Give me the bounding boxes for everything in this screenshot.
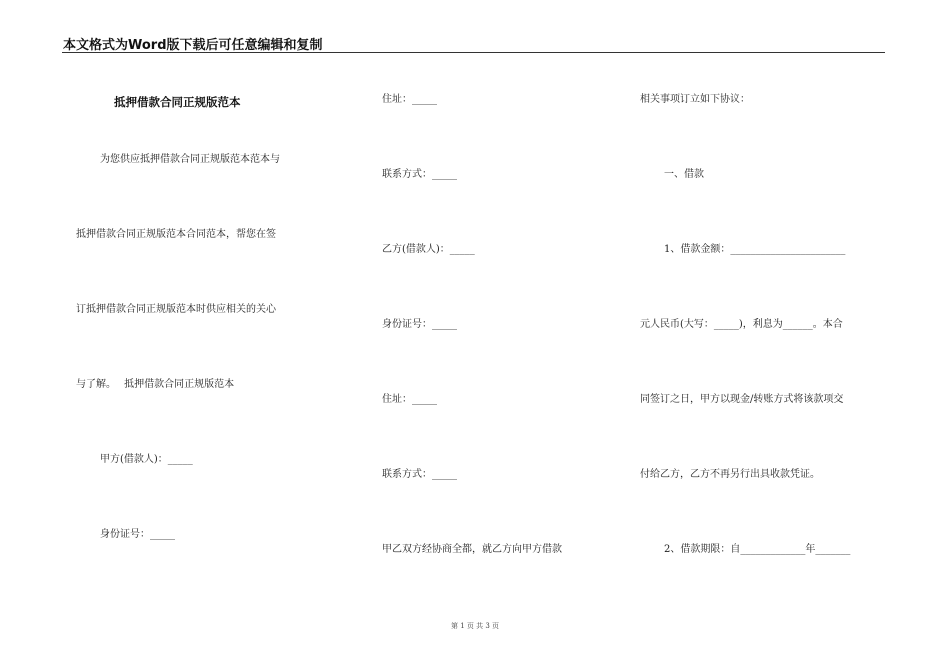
paragraph-line: 元人民币(大写：_____)，利息为______。本合 <box>640 319 843 330</box>
party-b-address-line: 住址：_____ <box>382 394 437 405</box>
party-a-borrower-line: 甲方(借款人)：_____ <box>100 454 193 465</box>
party-a-contact-line: 联系方式：_____ <box>382 169 457 180</box>
document-header: 本文格式为Word版下载后可任意编辑和复制 <box>63 38 323 53</box>
paragraph-line: 抵押借款合同正规版范本合同范本，帮您在签 <box>76 229 276 240</box>
paragraph-line: 同签订之日，甲方以现金/转账方式将该款项交 <box>640 394 844 405</box>
paragraph-line: 订抵押借款合同正规版范本时供应相关的关心 <box>76 304 276 315</box>
text-column-2 <box>382 0 622 672</box>
paragraph-line: 为您供应抵押借款合同正规版范本范本与 <box>100 154 280 165</box>
paragraph-line: 甲乙双方经协商全都，就乙方向甲方借款 <box>382 544 562 555</box>
party-a-address-line: 住址：_____ <box>382 94 437 105</box>
party-b-borrower-line: 乙方(借款人)：_____ <box>382 244 475 255</box>
document-title: 抵押借款合同正规版范本 <box>114 95 241 109</box>
paragraph-line: 相关事项订立如下协议： <box>640 94 750 105</box>
loan-term-line: 2、借款期限：自_____________年_______ <box>664 544 851 555</box>
text-column-1 <box>76 0 326 672</box>
party-b-id-line: 身份证号：_____ <box>382 319 457 330</box>
party-b-contact-line: 联系方式：_____ <box>382 469 457 480</box>
loan-amount-line: 1、借款金额：_______________________ <box>664 244 846 255</box>
page-number: 第 1 页 共 3 页 <box>450 622 500 630</box>
party-a-id-line: 身份证号：_____ <box>100 529 175 540</box>
section-heading-loan: 一、借款 <box>664 169 704 180</box>
paragraph-line: 与了解。 抵押借款合同正规版范本 <box>76 379 235 390</box>
paragraph-line: 付给乙方，乙方不再另行出具收款凭证。 <box>640 469 820 480</box>
text-column-3 <box>640 0 890 672</box>
